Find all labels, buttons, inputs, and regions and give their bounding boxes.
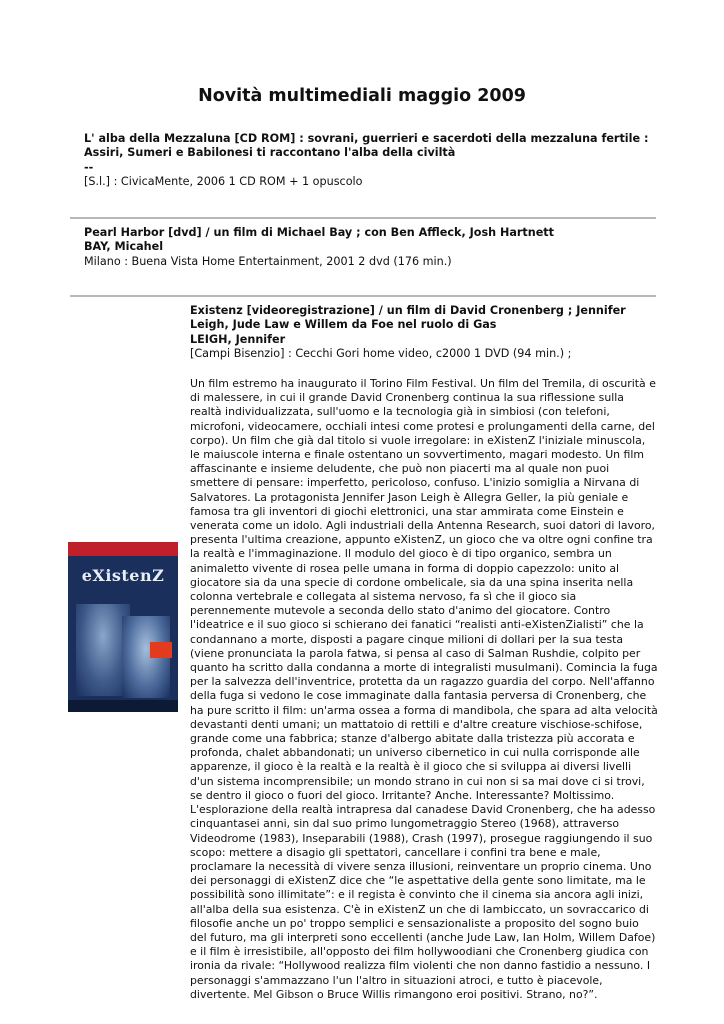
- cover-bottom-band: [68, 700, 178, 712]
- entry-author: --: [84, 160, 94, 174]
- cover-logo: eXistenZ: [81, 566, 165, 585]
- review-text: Un film estremo ha inaugurato il Torino Film Festival. Un film del Tremila, di oscurità e di malessere, in cui il grande David Cronenberg continua la sua riflessione sulla realtà individualizzata, sull'uomo e la tecnologia già in simbiosi (con telefoni, microfoni, videocamere, occhiali intesi come protesi e prolungamenti della carne, del corpo). Un film che già dal titolo si vuole irregolare: in eXistenZ l'iniziale minuscola, le maiuscole interna e finale ostentano un sovvertimento, magari modesto. Un film affascinante e insieme deludente, che può non piacerti ma al quale non puoi smettere di pensare: imperfetto, pericoloso, confuso. L'inizio somiglia a Nirvana di Salvatores. La protagonista Jennifer Jason Leigh è Allegra Geller, la più geniale e famosa tra gli inventori di giochi elettronici, una star ammirata come Einstein e venerata come un idolo. Agli industriali della Antenna Research, suoi datori di lavoro, presenta l'ultima creazione, appunto eXistenZ, un gioco che va oltre ogni confine tra la realtà e l'immaginazione. Il modulo del gioco è di tipo organico, sembra un animaletto vivente di rosea pelle umana in forma di doppio capezzolo: unito al giocatore sia da una specie di cordone ombelicale, sia da una spina inserita nella colonna vertebrale e collegata al sistema nervoso, fa sì che il gioco sia perennemente mutevole a seconda dello stato d'animo del giocatore. Contro l'ideatrice e il suo gioco si schierano dei fanatici “realisti anti-eXistenZialisti” che la condannano a morte, disposti a pagare cinque milioni di dollari per la sua testa (viene pronunciata la parola fatwa, si pensa al caso di Salman Rushdie, colpito per quanto ha scritto dalla condanna a morte di integralisti musulmani). Comincia la fuga per la salvezza dell'inventrice, protetta da un ragazzo guardia del corpo. Nell'affanno della fuga si vedono le cose immaginate dalla fantasia perversa di Cronenberg, che ha pure scritto il film: un'arma ossea a forma di mandibola, che spara ad alta velocità devastanti denti umani; un mattatoio di rettili e d'altre creature vischiose-schifose, grande come una fabbrica; stanze d'albergo abitate dalla tristezza più accorata e profonda, chalet abbandonati; un universo cibernetico in cui nulla corrisponde alle apparenze, il gioco è la realtà e la realtà è il gioco che si sviluppa ai diversi livelli d'un sistema incomprensibile; un mondo strano in cui non si sa mai dove ci si trovi, se dentro il gioco o fuori del gioco. Irritante? Anche. Interessante? Moltissimo. L'esplorazione della realtà intrapresa dal canadese David Cronenberg, che ha adesso cinquantasei anni, sin dal suo primo lungometraggio Stereo (1968), attraverso Videodrome (1983), Inseparabili (1988), Crash (1997), prosegue raggiungendo il suo scopo: mettere a disagio gli spettatori, cancellare i confini tra bene e male, proclamare la necessità di vivere senza illusioni, reinventare un proprio cinema. Uno dei personaggi di eXistenZ dice che “le aspettative della gente sono limitate, ma le possibilità sono illimitate”: e il regista è convinto che il cinema sia ancora agli inizi, all'alba della sua esistenza. C'è in eXistenZ un che di lambiccato, un sovraccarico di filosofie anche un po' troppo semplici e sensazionaliste a proposito del sogno buio del futuro, ma gli interpreti sono eccellenti (anche Jude Law, Ian Holm, Willem Dafoe) e il film è irresistibile, all'opposto dei film hollywoodiani che Cronenberg giudica con ironia da rivale: “Hollywood realizza film violenti che non danno fastidio a nessuno. I personaggi s'ammazzano l'un l'altro in situazioni atroci, e tutto è piacevole, divertente. Mel Gibson o Bruce Willis rimangono eroi positivi. Strano, no?”.: [190, 377, 658, 1001]
- entry-publication: [S.l.] : CivicaMente, 2006 1 CD ROM + 1 opuscolo: [84, 175, 363, 189]
- film-review: [190, 377, 658, 1002]
- entry-publication: [Campi Bisenzio] : Cecchi Gori home video, c2000 1 DVD (94 min.) ;: [190, 347, 572, 361]
- separator-rule: [70, 295, 656, 297]
- entry-title: Pearl Harbor [dvd] / un film di Michael Bay ; con Ben Affleck, Josh Hartnett: [84, 226, 554, 239]
- cover-top-band: [68, 542, 178, 556]
- catalog-entry-2: [84, 226, 656, 269]
- entry-author: BAY, Micahel: [84, 240, 164, 254]
- catalog-entry-1: [84, 132, 656, 190]
- entry-title: L' alba della Mezzaluna [CD ROM] : sovrani, guerrieri e sacerdoti della mezzaluna fertile : Assiri, Sumeri e Babilonesi ti raccontano l'alba della civiltà: [84, 132, 649, 160]
- entry-title: Existenz [videoregistrazione] / un film di David Cronenberg ; Jennifer Leigh, Jude Law e Willem da Foe nel ruolo di Gas: [190, 304, 626, 332]
- dvd-cover-image: [68, 542, 178, 712]
- entry-publication: Milano : Buena Vista Home Entertainment, 2001 2 dvd (176 min.): [84, 254, 452, 268]
- catalog-entry-3: [190, 304, 658, 362]
- cover-sticker: [150, 642, 172, 658]
- entry-author: LEIGH, Jennifer: [190, 332, 286, 346]
- page-title: Novità multimediali maggio 2009: [198, 86, 526, 106]
- separator-rule: [70, 217, 656, 219]
